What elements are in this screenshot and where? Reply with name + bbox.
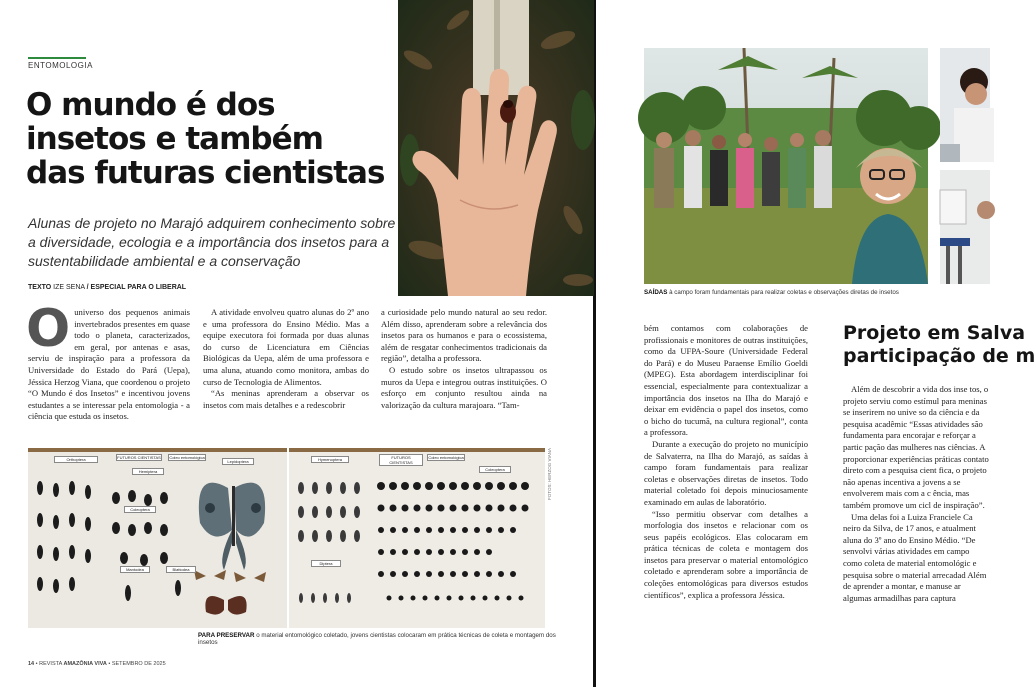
magazine-prefix: REVISTA [39,661,62,667]
lab-photo-bottom [940,170,990,284]
box-label: FUTUROS CIENTISTAS [379,454,423,466]
paragraph: “As meninas aprenderam a observar os insetos com mais detalhes e a redescobrir [203,388,369,410]
page-number: 14 [28,661,35,667]
caption-text: o material entomológico coletado, jovens cientistas colocaram em prática técnicas de coleta e montagem dos insetos [198,632,556,646]
magazine-name: AMAZÔNIA VIVA [63,661,107,667]
byline-label: TEXTO [28,284,52,291]
drop-cap: O [26,299,71,359]
box-label: Coleoptera [124,506,156,513]
hand-with-insect-photo [398,0,594,296]
page-folio: 14 • REVISTA AMAZÔNIA VIVA • SETEMBRO DE 2025 [28,661,166,667]
section-rule [28,57,86,59]
paragraph: “Isso permitiu observar com detalhes a morfologia dos insetos e relacionar com os seus papéis ecológicos. Elas colocaram em prática técnicas de coleta e montagem dos insetos para preservar o material entomológico coletado e aprenderam sobre a importância de coleções entomológicas para diversos estudos científicos”, explica a professora Jéssica. [644,508,808,600]
article-column-1 [26,299,190,423]
paragraph: A atividade envolveu quatro alunas do 2º ano e uma professora do Ensino Médio. Mas a equipe executora foi formada por duas alunas do curso de Licenciatura em Ciências Biológicas da Uepa, além de uma professora e uma aluna, atuando como monitora, ambas do curso de Tecnologia de Alimentos. [203,307,369,387]
box-label: Diptera [311,560,341,567]
byline-suffix: / ESPECIAL PARA O LIBERAL [86,284,187,291]
box-label: Hymenoptera [311,456,349,463]
issue-date: SETEMBRO DE 2025 [111,661,166,667]
headline-line: das futuras cientistas [26,155,385,191]
paragraph: Uma delas foi a Luiza Franciele Ca neiro da Silva, de 17 anos, e atualment aluna do 3º ano do Ensino Médio. “De senvolvi várias atividades em campo como coleta de material entomológic e pesquisa sobre o material arrecadad Além de aprender a montar, e manuse ar algumas armadilhas para captura [843,511,987,603]
box-label: Lepidoptera [222,458,254,465]
subheadline [843,322,1035,368]
photo-credit: FOTOS: HERZOG VIANA [547,448,552,500]
section-label: ENTOMOLOGIA [28,61,93,70]
caption-field-trip [644,289,944,296]
caption-collection [198,632,558,646]
box-label: Orthoptera [54,456,98,463]
lab-photo-top [940,48,990,162]
byline [28,284,186,291]
box-label: Coleo entomológica [428,455,464,460]
deck: Alunas de projeto no Marajó adquirem conhecimento sobre a diversidade, ecologia e a importância dos insetos para a sustentabilidade ambiental e a conservação [28,215,396,269]
paragraph: a curiosidade pelo mundo natural ao seu redor. Além disso, aprenderam sobre a relevância dos insetos para os humanos e para o ecossistema, além de resgatar conhecimentos tradicionais da região”, detalha a professora. [381,307,547,364]
paragraph [26,299,190,423]
headline-line: insetos e também [26,121,323,157]
box-label: FUTUROS CIENTISTAS [117,455,161,460]
paragraph: bém contamos com colaborações de profissionais e monitores de outras instituições, como da UFPA-Soure (Universidade Federal do Pará) e do Museu Paraense Emílio Goeldi (MPEG). Esta abordagem interdisciplinar foi essencial, especialmente para contextualizar a importância dos insetos na Ilha do Marajó e deixar em evidência o papel dos insetos, como o bicho do tucumã, na cultura regional”, conta a professora. [644,323,808,438]
article-column-3 [381,307,547,411]
box-label: Hemiptera [132,468,164,475]
caption-text: à campo foram fundamentais para realizar coletas e observações diretas de insetos [669,289,899,296]
box-label: Mantodea [120,566,150,573]
field-trip-group-photo [644,48,928,284]
paragraph-text: universo dos pequenos animais invertebrados presentes em quase todo o planeta, caracterizados, em geral, por antenas e asas, serviu de inspiração para a professora da Universidade do Estado do Pará (Uepa), Jéssica Herzog Viana, que coordenou o projeto “O Mundo é dos Insetos” e incentivou jovens estudantes a se interessar pela entomologia - a ciência que estuda os insetos. [28,307,190,422]
byline-author: IZE SENA [53,284,85,291]
subheadline-line: participação de m [843,345,1035,367]
article-column-2 [203,307,369,411]
article-column-5 [843,384,990,640]
headline-line: O mundo é dos [26,87,275,123]
paragraph: Além de descobrir a vida dos inse tos, o projeto serviu como estímul para meninas se inserirem no unive so da ciência e da pesquisa acadêmic “Essas atividades são fundamenta para encorajar e reforçar a partic pação das mulheres nas ciências. A proporcionar experiências práticas contato direto com a pesquisa cient fica, o projeto não apenas incentiva a jovens a se envolverem mais com a c ência, mas também promove um cicl de inspiração”. [843,384,989,510]
box-label: Blattodea [166,566,196,573]
insect-collection-photo-left [28,448,287,628]
headline [26,88,396,190]
caption-label: PARA PRESERVAR [198,632,255,639]
paragraph: Durante a execução do projeto no município de Salvaterra, na Ilha do Marajó, as saídas à campo foram fundamentais para realizar coletas e observações diretas de insetos. Todo material coletado foi depois minuciosamente examinado em aulas de laboratório. [644,438,808,507]
box-label: Coleoptera [479,466,511,473]
insect-collection-photo-right [289,448,545,628]
subheadline-line: Projeto em Salva [843,322,1026,344]
caption-label: SAÍDAS [644,289,668,296]
article-column-4 [644,323,808,601]
paragraph: O estudo sobre os insetos ultrapassou os muros da Uepa e integrou outras instituições. O esforço em conjunto resultou ainda na valorização da cultura marajoara. “Tam- [381,364,547,410]
box-label: Coleo entomológica [169,455,205,460]
